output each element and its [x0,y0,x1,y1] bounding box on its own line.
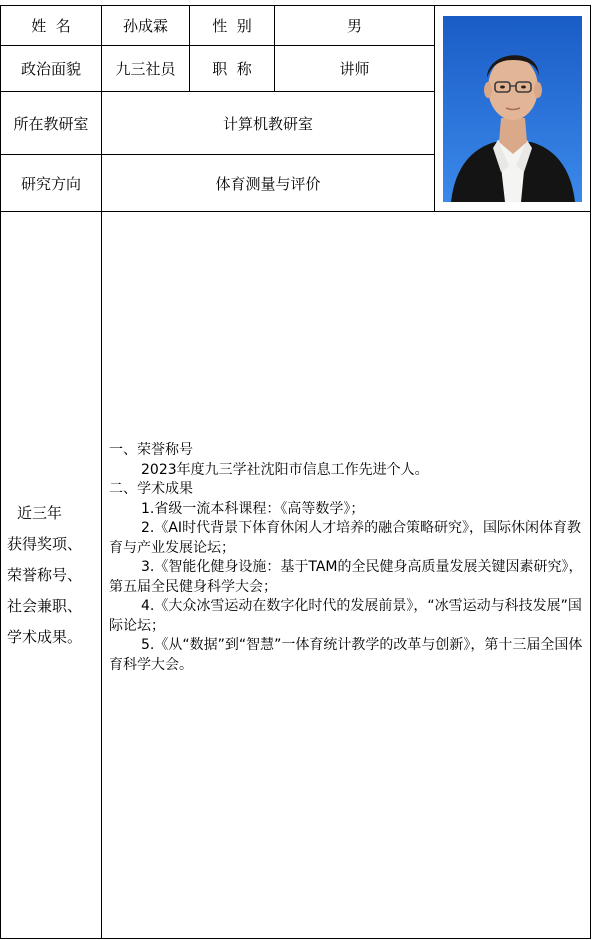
academic-item-1: 1.省级一流本科课程：《高等数学》； [141,500,365,517]
political-value: 九三社员 [102,46,190,92]
achievements-label: 近三年 获得奖项、 荣誉称号、 社会兼职、 学术成果。 [1,212,102,939]
honor-item: 2023年度九三学社沈阳市信息工作先进个人。 [141,461,429,478]
research-value: 体育测量与评价 [102,155,435,212]
photo-cell [435,6,591,212]
section-academic-title: 二、学术成果 [109,481,193,497]
academic-item-3: 3.《智能化健身设施：基于TAM的全民健身高质量发展关键因素研究》，第五届全民健身科学大会； [109,559,583,595]
name-value: 孙成霖 [102,6,190,46]
portrait-image [443,16,582,202]
name-label: 姓 名 [1,6,102,46]
achievements-text [109,441,583,675]
profile-table [0,5,591,939]
section-honors-title: 一、荣誉称号 [109,442,193,458]
gender-label: 性 别 [190,6,275,46]
gender-value: 男 [275,6,435,46]
academic-item-4: 4.《大众冰雪运动在数字化时代的发展前景》，“冰雪运动与科技发展”国际论坛； [109,598,582,634]
academic-item-5: 5.《从“数据”到“智慧”一体育统计教学的改革与创新》，第十三届全国体育科学大会。 [109,637,583,673]
political-label: 政治面貌 [1,46,102,92]
academic-item-2: 2.《AI时代背景下体育休闲人才培养的融合策略研究》，国际休闲体育教育与产业发展论坛； [109,520,582,556]
portrait-photo [443,16,582,202]
research-label: 研究方向 [1,155,102,212]
achievements-content [102,212,591,939]
title-label: 职 称 [190,46,275,92]
dept-value: 计算机教研室 [102,92,435,155]
profile-sheet [0,5,590,938]
dept-label: 所在教研室 [1,92,102,155]
title-value: 讲师 [275,46,435,92]
